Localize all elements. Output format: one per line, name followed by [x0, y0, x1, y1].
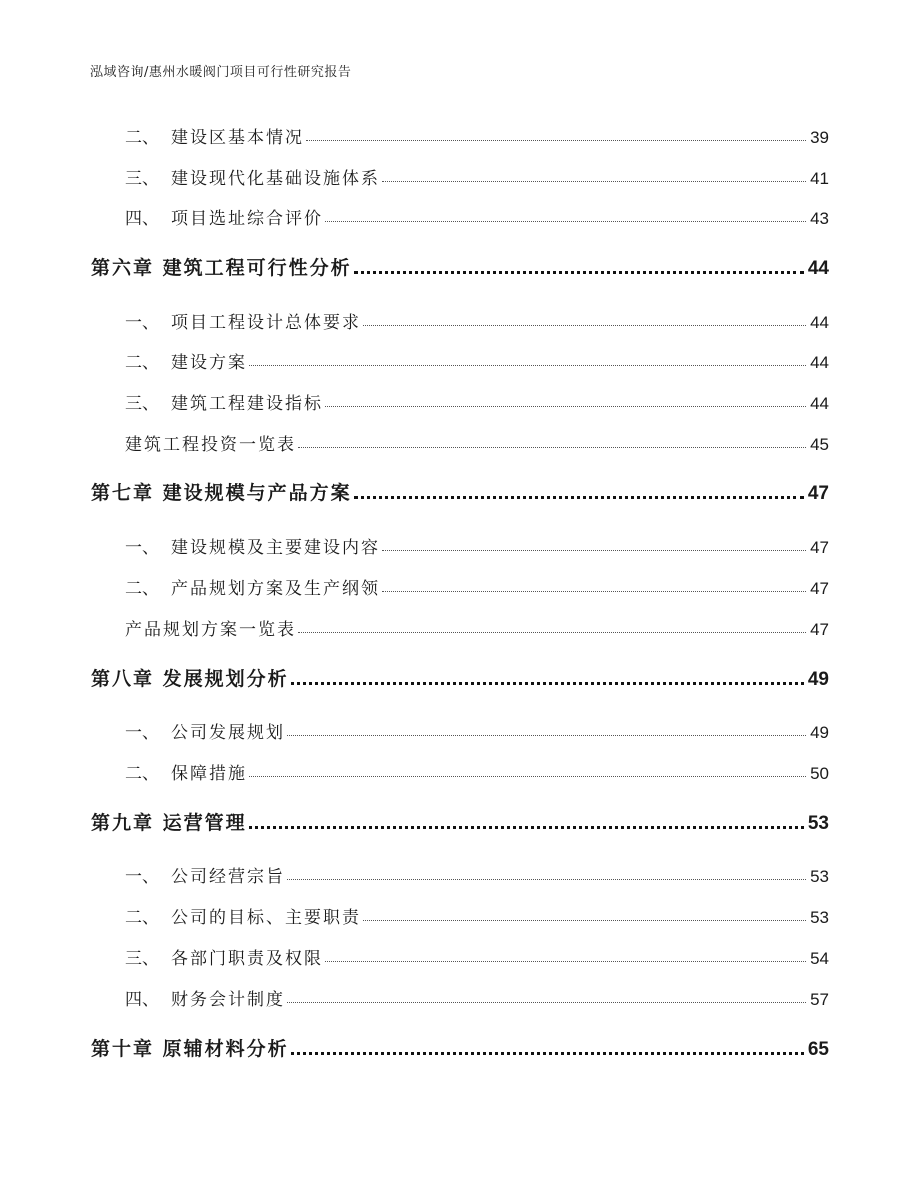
toc-number: 三、: [125, 169, 159, 189]
dot-leader: [249, 826, 804, 829]
toc-page-number: 54: [810, 949, 829, 968]
dot-leader: [363, 920, 806, 921]
toc-number: 四、: [125, 209, 159, 229]
toc-title: 建设规模及主要建设内容: [171, 538, 380, 558]
toc-entry[interactable]: [125, 201, 829, 229]
toc-title: 公司经营宗旨: [171, 867, 285, 887]
toc-page-number: 65: [807, 1039, 829, 1060]
toc-number: 一、: [125, 538, 159, 558]
toc-entry[interactable]: [125, 345, 829, 373]
toc-entry[interactable]: [125, 571, 829, 599]
toc-entry[interactable]: [125, 530, 829, 558]
dot-leader: [382, 550, 806, 551]
dot-leader: [354, 271, 804, 274]
dot-leader: [298, 447, 806, 448]
toc-title: 项目选址综合评价: [171, 209, 323, 229]
toc-entry[interactable]: [125, 859, 829, 887]
toc-page-number: 47: [810, 538, 829, 557]
toc-chapter-entry[interactable]: [91, 663, 829, 691]
toc-page-number: 49: [807, 669, 829, 690]
dot-leader: [325, 406, 806, 407]
dot-leader: [287, 735, 806, 736]
toc-page-number: 41: [810, 169, 829, 188]
toc-title: 产品规划方案及生产纲领: [171, 579, 380, 599]
dot-leader: [382, 181, 806, 182]
toc-chapter-entry[interactable]: [91, 807, 829, 835]
toc-page-number: 53: [807, 813, 829, 834]
toc-page-number: 45: [810, 435, 829, 454]
running-header: 泓域咨询/惠州水暖阀门项目可行性研究报告: [90, 65, 352, 80]
toc-number: 二、: [125, 353, 159, 373]
toc-entry[interactable]: [125, 756, 829, 784]
toc-page-number: 44: [810, 313, 829, 332]
toc-entry[interactable]: [125, 427, 829, 455]
toc-title: 建设方案: [171, 353, 247, 373]
dot-leader: [325, 221, 806, 222]
toc-title: 建设区基本情况: [171, 128, 304, 148]
toc-page-number: 49: [810, 723, 829, 742]
toc-title: 建筑工程建设指标: [171, 394, 323, 414]
toc-page-number: 44: [807, 258, 829, 279]
dot-leader: [249, 365, 806, 366]
toc-chapter-title: 第十章 原辅材料分析: [91, 1038, 289, 1060]
toc-entry[interactable]: [125, 982, 829, 1010]
dot-leader: [291, 1052, 804, 1055]
toc-number: 二、: [125, 579, 159, 599]
toc-page-number: 47: [810, 579, 829, 598]
toc-chapter-title: 第七章 建设规模与产品方案: [91, 482, 352, 504]
toc-entry[interactable]: [125, 120, 829, 148]
toc-title: 财务会计制度: [171, 990, 285, 1010]
toc-entry[interactable]: [125, 305, 829, 333]
toc-page-number: 47: [807, 483, 829, 504]
toc-page-number: 43: [810, 209, 829, 228]
toc-number: 一、: [125, 313, 159, 333]
toc-number: 三、: [125, 394, 159, 414]
dot-leader: [287, 879, 806, 880]
toc-title: 公司发展规划: [171, 723, 285, 743]
toc-number: 三、: [125, 949, 159, 969]
toc-chapter-entry[interactable]: [91, 252, 829, 280]
dot-leader: [354, 496, 804, 499]
toc-title: 建设现代化基础设施体系: [171, 169, 380, 189]
dot-leader: [291, 682, 804, 685]
dot-leader: [325, 961, 806, 962]
toc-page-number: 44: [810, 353, 829, 372]
toc-entry[interactable]: [125, 612, 829, 640]
dot-leader: [363, 325, 806, 326]
toc-entry[interactable]: [125, 941, 829, 969]
toc-page-number: 57: [810, 990, 829, 1009]
toc-page-number: 53: [810, 867, 829, 886]
toc-title: 建筑工程投资一览表: [125, 435, 296, 455]
toc-number: 四、: [125, 990, 159, 1010]
toc-chapter-title: 第八章 发展规划分析: [91, 668, 289, 690]
toc-number: 一、: [125, 723, 159, 743]
toc-page-number: 44: [810, 394, 829, 413]
toc-title: 保障措施: [171, 764, 247, 784]
toc-entry[interactable]: [125, 161, 829, 189]
toc-page-number: 53: [810, 908, 829, 927]
toc-entry[interactable]: [125, 900, 829, 928]
dot-leader: [298, 632, 806, 633]
dot-leader: [306, 140, 806, 141]
dot-leader: [287, 1002, 806, 1003]
toc-number: 二、: [125, 128, 159, 148]
toc-chapter-entry[interactable]: [91, 1033, 829, 1061]
toc-chapter-title: 第九章 运营管理: [91, 812, 247, 834]
toc-page-number: 39: [810, 128, 829, 147]
toc-title: 项目工程设计总体要求: [171, 313, 361, 333]
toc-page-number: 47: [810, 620, 829, 639]
toc-number: 二、: [125, 908, 159, 928]
toc-title: 各部门职责及权限: [171, 949, 323, 969]
toc-chapter-entry[interactable]: [91, 477, 829, 505]
dot-leader: [382, 591, 806, 592]
dot-leader: [249, 776, 806, 777]
toc-chapter-title: 第六章 建筑工程可行性分析: [91, 257, 352, 279]
toc-title: 公司的目标、主要职责: [171, 908, 361, 928]
toc-page-number: 50: [810, 764, 829, 783]
toc-entry[interactable]: [125, 715, 829, 743]
toc-entry[interactable]: [125, 386, 829, 414]
toc-number: 二、: [125, 764, 159, 784]
toc-title: 产品规划方案一览表: [125, 620, 296, 640]
toc-number: 一、: [125, 867, 159, 887]
